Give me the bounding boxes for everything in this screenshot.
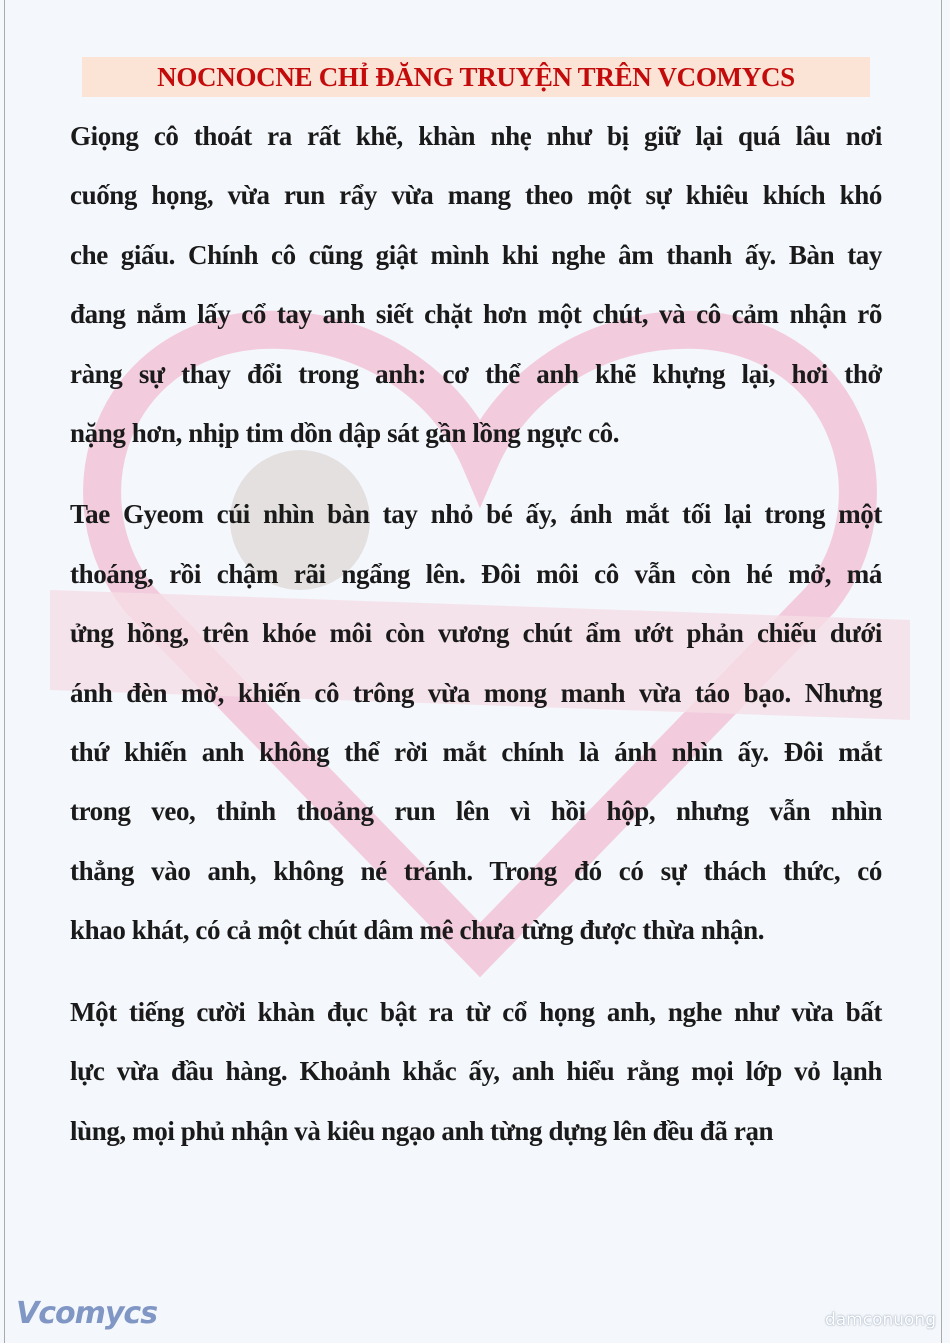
text-line: Giọng cô thoát ra rất khẽ, khàn nhẹ như bị giữ lại quá lâu nơi — [70, 121, 882, 151]
text-line: khao khát, có cả một chút dâm mê chưa từng được thừa nhận. — [70, 915, 765, 946]
text-line: ánh đèn mờ, khiến cô trông vừa mong manh vừa táo bạo. Nhưng — [70, 677, 882, 708]
text-line: lực vừa đầu hàng. Khoảnh khắc ấy, anh hiểu rằng mọi lớp vỏ lạnh — [70, 1056, 882, 1087]
text-line: thứ khiến anh không thể rời mắt chính là ánh nhìn ấy. Đôi mắt — [70, 737, 882, 768]
text-line: thoáng, rồi chậm rãi ngẩng lên. Đôi môi cô vẫn còn hé mở, má — [70, 558, 882, 589]
page-title: NOCNOCNE CHỈ ĐĂNG TRUYỆN TRÊN VCOMYCS — [82, 57, 870, 97]
text-line: đang nắm lấy cổ tay anh siết chặt hơn một chút, và cô cảm nhận rõ — [70, 299, 882, 330]
vcomycs-logo: Vcomycs — [16, 1296, 158, 1331]
paragraph — [70, 983, 882, 1161]
paragraph — [70, 107, 882, 463]
text-line: trong veo, thỉnh thoảng run lên vì hồi hộp, nhưng vẫn nhìn — [70, 796, 882, 827]
text-line: che giấu. Chính cô cũng giật mình khi nghe âm thanh ấy. Bàn tay — [70, 239, 882, 270]
text-line: cuống họng, vừa run rẩy vừa mang theo một sự khiêu khích khó — [70, 180, 882, 211]
text-line: ràng sự thay đổi trong anh: cơ thể anh khẽ khựng lại, hơi thở — [70, 358, 882, 389]
paragraph — [70, 485, 882, 960]
text-line: nặng hơn, nhịp tim dồn dập sát gần lồng ngực cô. — [70, 418, 620, 449]
text-line: lùng, mọi phủ nhận và kiêu ngạo anh từng dựng lên đều đã rạn — [70, 1115, 774, 1146]
text-line: ửng hồng, trên khóe môi còn vương chút ẩm ướt phản chiếu dưới — [70, 618, 882, 649]
text-line: thẳng vào anh, không né tránh. Trong đó có sự thách thức, có — [70, 855, 882, 886]
story-text — [70, 107, 882, 1183]
text-line: Một tiếng cười khàn đục bật ra từ cổ họng anh, nghe như vừa bất — [70, 996, 882, 1027]
text-line: Tae Gyeom cúi nhìn bàn tay nhỏ bé ấy, ánh mắt tối lại trong một — [70, 499, 882, 530]
credit-watermark: damconuong — [824, 1310, 936, 1330]
